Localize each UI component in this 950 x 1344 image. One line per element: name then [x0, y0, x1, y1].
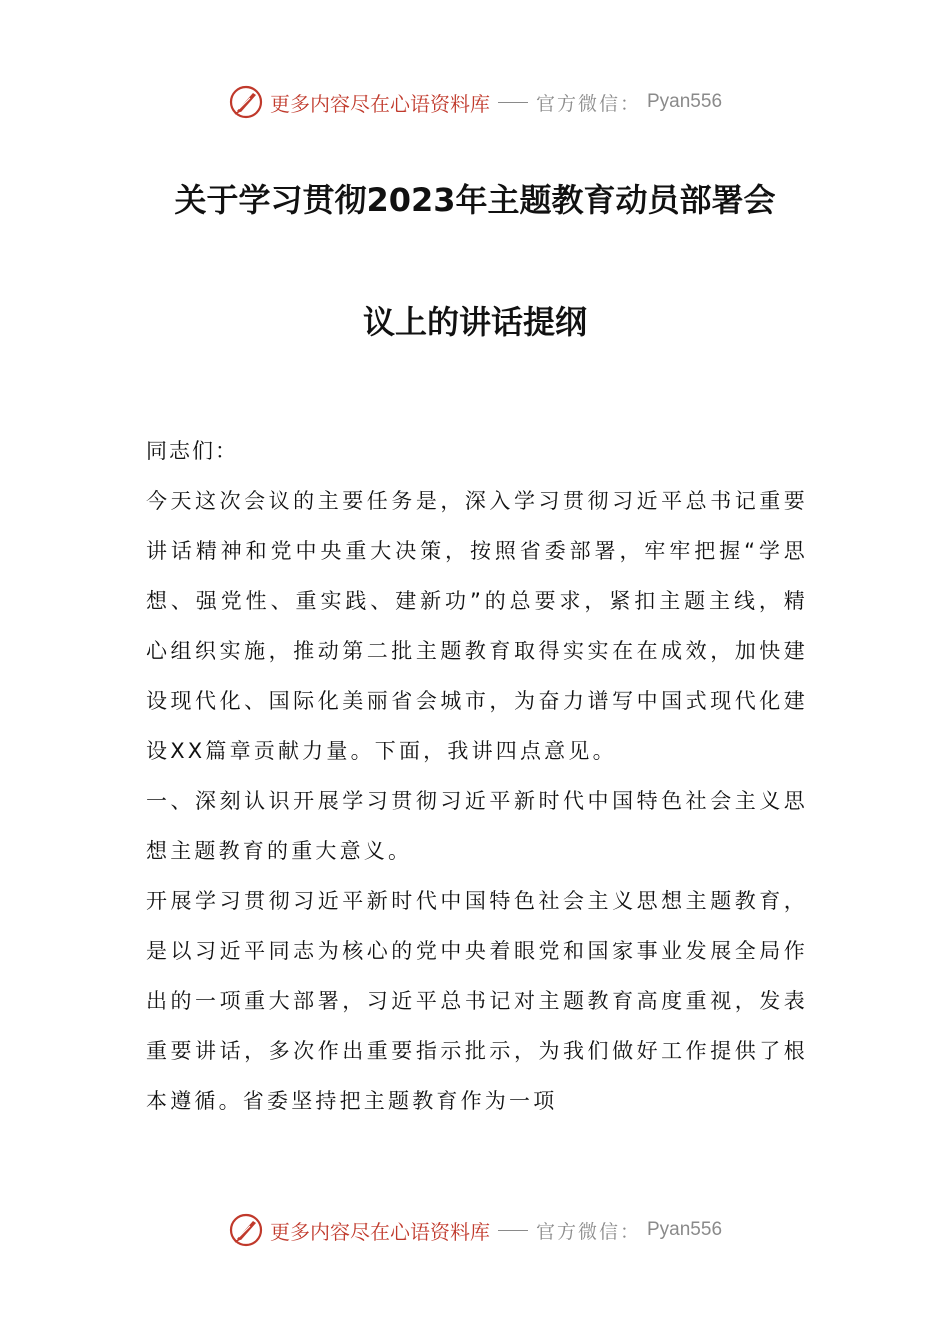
quill-pen-logo-icon: [228, 1212, 264, 1248]
watermark-label-text: 官方微信：: [535, 92, 641, 115]
document-body: [146, 426, 808, 1126]
paragraph-section-1: 开展学习贯彻习近平新时代中国特色社会主义思想主题教育，是以习近平同志为核心的党中央着眼党和国家事业发展全局作出的一项重大部署，习近平总书记对主题教育高度重视，发表重要讲话，多次作出重要指示批示，为我们做好工作提供了根本遵循。省委坚持把主题教育作为一项: [146, 889, 808, 1113]
quill-pen-logo-icon: [228, 84, 264, 120]
watermark-dash: [498, 1230, 528, 1231]
header-watermark: [0, 82, 950, 122]
greeting: 同志们：: [146, 439, 238, 463]
document-title-line-1: 关于学习贯彻2023年主题教育动员部署会: [174, 181, 776, 219]
watermark-wechat-id: Pyan556: [647, 1219, 723, 1240]
section-heading-1: 一、深刻认识开展学习贯彻习近平新时代中国特色社会主义思想主题教育的重大意义。: [146, 789, 808, 863]
watermark-brand-text: 更多内容尽在心语资料库: [269, 1219, 490, 1244]
paragraph-intro: 今天这次会议的主要任务是，深入学习贯彻习近平总书记重要讲话精神和党中央重大决策，按照省委部署，牢牢把握“学思想、强党性、重实践、建新功”的总要求，紧扣主题主线，精心组织实施，推动第二批主题教育取得实实在在成效，加快建设现代化、国际化美丽省会城市，为奋力谱写中国式现代化建设XX篇章贡献力量。下面，我讲四点意见。: [146, 489, 808, 763]
watermark-wechat-id: Pyan556: [647, 91, 723, 112]
footer-watermark: [0, 1210, 950, 1250]
watermark-label-text: 官方微信：: [535, 1220, 641, 1243]
watermark-brand-text: 更多内容尽在心语资料库: [269, 91, 490, 116]
document-title-line-2: 议上的讲话提纲: [362, 303, 587, 341]
watermark-dash: [498, 102, 528, 103]
